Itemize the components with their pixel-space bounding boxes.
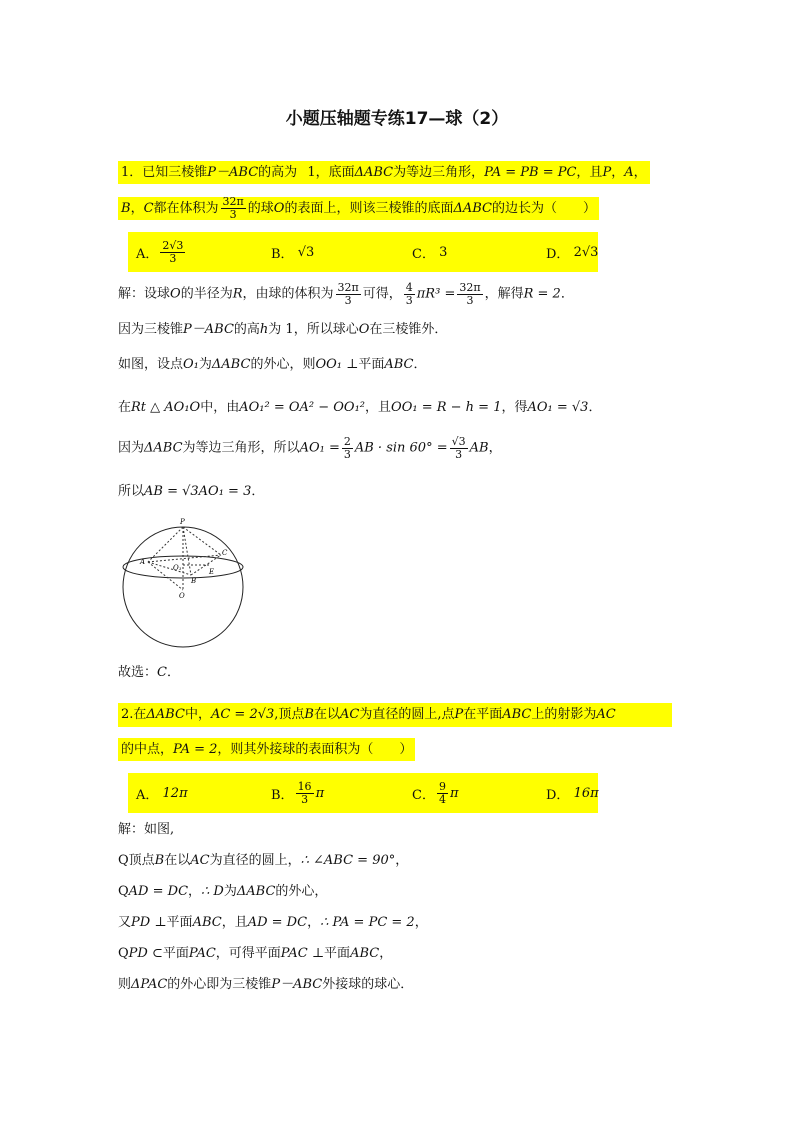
sol1-line-5: 因为ΔABC为等边三角形，所以AO₁ = $\frac{2}{3}$ AB · sin 60° = $\frac{√3}{3}$ AB，	[118, 435, 502, 461]
q1-highlight-2: 1，底面ΔABC为等边三角形，PA = PB = PC，且P，A，	[304, 161, 649, 184]
q2-option-c[interactable]: C． $\frac{9}{4}$ π	[412, 779, 459, 806]
sol2-line-6: 则ΔPAC的外心即为三棱锥P－ABC外接球的球心．	[118, 977, 414, 992]
sol2-line-3: QAD = DC，∴ D为ΔABC的外心，	[118, 884, 328, 899]
q1-option-c[interactable]: C． 3	[412, 244, 448, 262]
q1-highlight-1: 1．已知三棱锥P－ABC的高为	[118, 161, 304, 184]
volume-fraction: $\frac{32\pi}{3}$	[222, 195, 244, 221]
q2-highlight-2: 的中点，PA = 2，则其外接球的表面积为（ ）	[118, 738, 415, 761]
sol2-line-1: 解：如图,	[118, 822, 175, 837]
label-o1: O₁	[173, 564, 182, 572]
label-e: E	[209, 568, 215, 576]
sol1-answer: 故选：C．	[118, 665, 180, 680]
label-b: B	[191, 577, 197, 585]
sol2-line-2: Q顶点B在以AC为直径的圆上，∴ ∠ABC = 90°，	[118, 853, 409, 868]
sol1-line-2: 因为三棱锥P－ABC的高h为 1，所以球心O在三棱锥外．	[118, 322, 448, 337]
q2-option-b[interactable]: B． $\frac{16}{3}$ π	[271, 779, 325, 806]
label-o: O	[179, 592, 185, 600]
page-title: 小题压轴题专练17—球（2）	[285, 109, 509, 129]
sol1-line-1: 解：设球O的半径为R，由球的体积为 $\frac{32\pi}{3}$ 可得， $\frac{4}{3}$ πR³ = $\frac{32\pi}{3}$ ，解得R = 2．	[118, 281, 574, 307]
q2-option-a[interactable]: A． 12π	[136, 785, 188, 803]
edge-pc	[183, 527, 221, 555]
q1-option-d[interactable]: D． 2√3	[546, 244, 599, 262]
sol1-line-6: 所以AB = √3AO₁ = 3．	[118, 484, 265, 499]
q2-line-1	[118, 703, 672, 727]
q1-option-b[interactable]: B． √3	[271, 244, 315, 262]
label-p: P	[180, 518, 185, 526]
q2-option-d[interactable]: D． 16π	[546, 785, 599, 803]
edge-pb	[183, 527, 191, 575]
q2-options	[128, 773, 598, 813]
edge-ab	[148, 562, 191, 575]
q1-option-a[interactable]: A． $\frac{2√3}{3}$	[136, 238, 184, 265]
sol2-line-5: QPD ⊂平面PAC，可得平面PAC ⊥平面ABC，	[118, 946, 393, 961]
sol1-line-3: 如图，设点O₁为ΔABC的外心，则OO₁ ⊥平面ABC．	[118, 357, 427, 372]
q1-highlight-3: B，C都在体积为 $\frac{32\pi}{3}$ 的球O的表面上，则该三棱锥的底面ΔABC的边长为（ ）	[118, 197, 599, 220]
label-a: A	[140, 558, 146, 566]
q1-line-2	[118, 196, 599, 220]
q2-line-2	[118, 742, 415, 758]
q2-highlight-1: 2.在ΔABC中，AC = 2√3,顶点B在以AC为直径的圆上,点P在平面ABC上的射影为AC	[118, 703, 672, 727]
sol1-line-4: 在Rt △ AO₁O中，由AO₁² = OA² − OO₁²，且OO₁ = R − h = 1，得AO₁ = √3．	[118, 400, 602, 415]
q1-line-1	[118, 165, 650, 181]
sol2-line-4: 又PD ⊥平面ABC，且AD = DC，∴ PA = PC = 2，	[118, 915, 428, 930]
sphere-figure	[118, 515, 248, 650]
q1-options	[128, 232, 598, 272]
label-c: C	[222, 549, 228, 557]
